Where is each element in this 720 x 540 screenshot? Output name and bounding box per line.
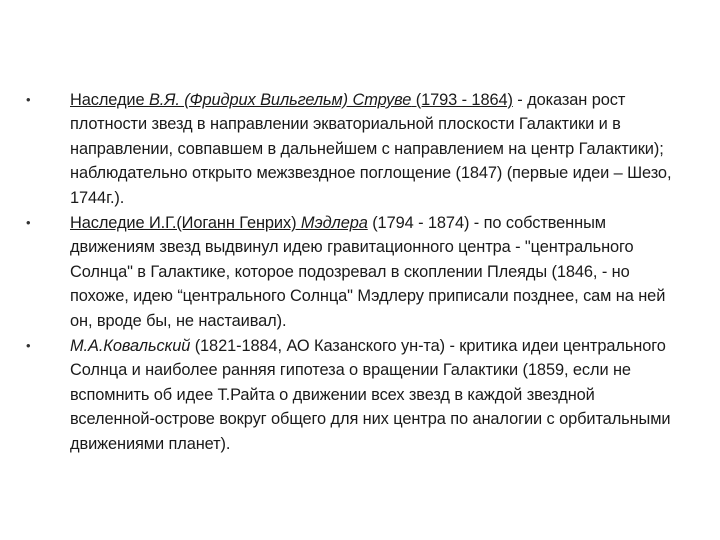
person-name: Мэдлера [300, 214, 368, 233]
list-item-madler [26, 211, 676, 333]
bullet-list [26, 88, 676, 457]
years: (1793 - 1864) [411, 91, 513, 109]
heading-madler [70, 214, 368, 232]
heading-prefix: Наследие И.Г.(Иоганн Генрих) [70, 214, 301, 233]
bullet-icon: • [26, 215, 31, 231]
bullet-icon: • [26, 338, 31, 354]
list-item-struve [26, 88, 676, 210]
item-text: (1821-1884, АО Казанского ун-та) - критика идеи центрального Солнца и наиболее ранняя гипотеза о вращении Галактики (1859, если не вспомнить об идее Т.Райта о движении всех звезд в каждой звездной вселенной-острове вокруг общего для них центра по аналогии с орбитальными движениями планет). [70, 337, 671, 453]
list-item-kovalsky [26, 334, 676, 456]
heading-prefix: Наследие [70, 91, 149, 109]
item-text: (1794 - 1874) - по собственным движениям звезд выдвинул идею гравитационного центра - "центрального Солнца" в Галактике, которое подозревал в скоплении Плеяды (1846, - но похоже, идею “центрального Солнца" Мэдлеру приписали позднее, сам на ней он, вроде бы, не настаивал). [70, 214, 666, 330]
person-name: В.Я. (Фридрих Вильгельм) Струве [148, 91, 412, 109]
heading-struve [70, 91, 513, 109]
person-name: М.А.Ковальский [70, 337, 191, 356]
item-text: - доказан рост плотности звезд в направлении экваториальной плоскости Галактики и в направлении, совпавшем в дальнейшем с направлением на центр Галактики); наблюдательно открыто межзвездное поглощение (1847) (первые идеи – Шезо, 1744г.). [70, 91, 672, 207]
bullet-icon: • [26, 92, 31, 107]
